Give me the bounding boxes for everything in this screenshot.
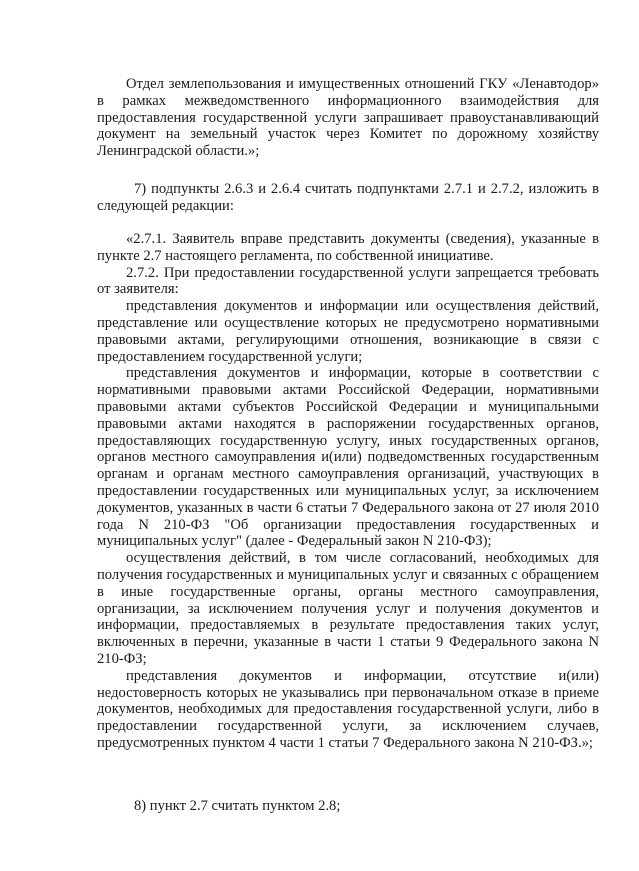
paragraph-item-8: 8) пункт 2.7 считать пунктом 2.8; <box>134 798 341 814</box>
paragraph-land-department-request: Отдел землепользования и имущественных отношений ГКУ «Ленавтодор» в рамках межведомственного информационного взаимодействия для предоставления государственной услуги запрашивает правоустанавливающий документ на земельный участок через Комитет по дорожному хозяйству Ленинградской области.»; <box>97 76 599 160</box>
paragraph-absence-unreliability: представления документов и информации, отсутствие и(или) недостоверность которых не указывались при первоначальном отказе в приеме документов, необходимых для предоставления государственной услуги, либо в предоставлении государственной услуги, за исключением случаев, предусмотренных пунктом 4 части 1 статьи 7 Федерального закона N 210-ФЗ.»; <box>97 667 599 751</box>
document-section-subclauses <box>97 231 599 752</box>
paragraph-documents-in-possession: представления документов и информации, которые в соответствии с нормативными правовыми актами Российской Федерации, нормативными правовыми актами субъектов Российской Федерации и муниципальными правовыми актами находятся в распоряжении государственных органов, предоставляющих государственную услугу, иных государственных органов, органов местного самоуправления и(или) подведомственных государственным органам и органам местного самоуправления организаций, участвующих в предоставлении государственных или муниципальных услуг, за исключением документов, указанных в части 6 статьи 7 Федерального закона от 27 июля 2010 года N 210-ФЗ "Об организации предоставления государственных и муниципальных услуг" (далее - Федеральный закон N 210-ФЗ); <box>97 365 599 550</box>
paragraph-2-7-2: 2.7.2. При предоставлении государственной услуги запрещается требовать от заявителя: <box>97 264 599 298</box>
document-section-land-dept <box>97 76 599 160</box>
paragraph-prohibited-documents: представления документов и информации или осуществления действий, представление или осуществление которых не предусмотрено нормативными правовыми актами, регулирующими отношения, возникающие в связи с предоставлением государственной услуги; <box>97 298 599 365</box>
document-section-item-8 <box>97 798 599 815</box>
paragraph-2-7-1: «2.7.1. Заявитель вправе представить документы (сведения), указанные в пункте 2.7 настоящего регламента, по собственной инициативе. <box>97 231 599 264</box>
paragraph-approvals: осуществления действий, в том числе согласований, необходимых для получения государственных и муниципальных услуг и связанных с обращением в иные государственные органы, органы местного самоуправления, организации, за исключением получения услуг и получения документов и информации, предоставляемых в результате предоставления таких услуг, включенных в перечни, указанные в части 1 статьи 9 Федерального закона N 210-ФЗ; <box>97 550 599 667</box>
paragraph-item-7-subclauses: 7) подпункты 2.6.3 и 2.6.4 считать подпунктами 2.7.1 и 2.7.2, изложить в следующей редакции: <box>97 181 599 214</box>
document-section-item-7 <box>97 181 599 215</box>
